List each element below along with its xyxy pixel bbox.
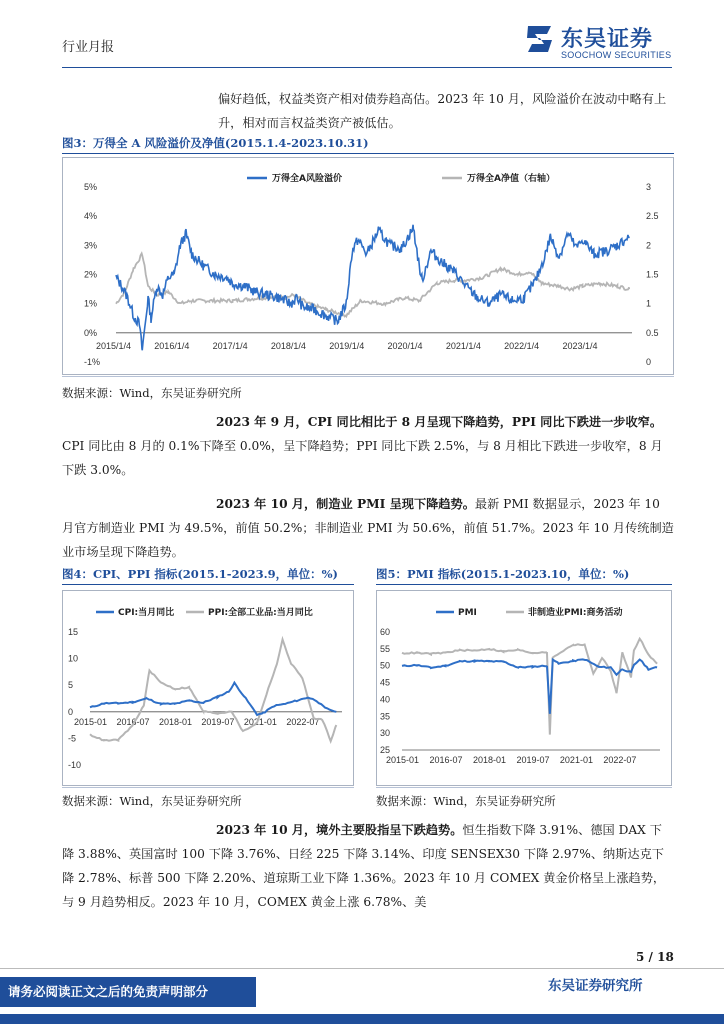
disclaimer-banner: 请务必阅读正文之后的免责声明部分	[0, 977, 256, 1007]
cpi-paragraph-lead: 2023 年 9 月，CPI 同比相比于 8 月呈现下降趋势，PPI 同比下跌进一步收窄。	[216, 415, 663, 429]
fig3-y-right-tick: 1	[646, 298, 652, 309]
fig3-x-tick: 2015/1/4	[96, 340, 132, 351]
fig5-bottom-rule	[376, 787, 672, 788]
fig5-legend-0: PMI	[458, 608, 477, 618]
fig3-y-left-tick: 2%	[84, 269, 98, 280]
fig4-frame	[63, 591, 354, 786]
brand-logo	[525, 22, 700, 62]
page-number: 5 / 18	[636, 950, 674, 964]
fig4-bottom-rule	[62, 787, 354, 788]
fig5-y-tick: 30	[380, 728, 391, 739]
footer-divider	[0, 968, 724, 969]
fig5-y-tick: 55	[380, 643, 391, 654]
fig5-title-rule	[376, 584, 672, 585]
fig3-legend-nav: 万得全A净值（右轴）	[467, 174, 555, 184]
fig4-x-tick: 2015-01	[74, 716, 108, 727]
fig3-y-left-tick: -1%	[84, 357, 101, 367]
fig4-y-tick: -5	[68, 733, 77, 744]
fig4-chart	[62, 590, 354, 786]
fig5-chart	[376, 590, 672, 786]
fig4-title: 图4：CPI、PPI 指标(2015.1-2023.9，单位：%)	[62, 567, 338, 581]
fig5-y-tick: 60	[380, 627, 391, 637]
fig4-x-tick: 2019-07	[201, 716, 235, 727]
fig3-y-left-tick: 3%	[84, 240, 98, 251]
fig5-title: 图5：PMI 指标(2015.1-2023.10，单位：%)	[376, 567, 630, 581]
fig3-x-tick: 2016/1/4	[154, 340, 190, 351]
fig5-y-tick: 40	[380, 694, 391, 705]
fig4-y-tick: 5	[68, 680, 74, 691]
fig5-source: 数据来源：Wind，东吴证券研究所	[376, 794, 556, 808]
fig3-y-left-tick: 4%	[84, 211, 98, 222]
cpi-paragraph	[62, 410, 674, 482]
fig3-x-tick: 2021/1/4	[445, 340, 481, 351]
fig4-x-tick: 2021-01	[243, 716, 277, 727]
fig3-x-tick: 2018/1/4	[270, 340, 306, 351]
fig5-x-tick: 2016-07	[429, 755, 463, 765]
fig5-y-tick: 50	[380, 660, 391, 671]
fig4-y-tick: 15	[68, 627, 79, 637]
fig3-title-rule	[62, 153, 674, 154]
fig5-x-tick: 2019-07	[516, 755, 550, 765]
fig3-source: 数据来源：Wind，东吴证券研究所	[62, 386, 242, 400]
research-institute-name: 东吴证券研究所	[548, 978, 643, 994]
fig4-x-tick: 2022-07	[286, 716, 320, 727]
fig4-legend-0: CPI:当月同比	[118, 608, 175, 618]
footer-bar	[0, 1014, 724, 1024]
fig4-source: 数据来源：Wind，东吴证券研究所	[62, 794, 242, 808]
fig4-y-tick: -10	[68, 760, 82, 770]
fig5-x-tick: 2018-01	[472, 755, 506, 765]
fig3-x-tick: 2017/1/4	[212, 340, 248, 351]
fig3-y-right-tick: 2.5	[646, 211, 659, 222]
fig3-y-right-tick: 3	[646, 182, 652, 192]
header-divider	[62, 67, 672, 68]
fig5-x-tick: 2015-01	[386, 755, 420, 765]
fig4-y-tick: 10	[68, 653, 79, 664]
fig3-x-tick: 2023/1/4	[562, 340, 598, 351]
fig5-y-tick: 35	[380, 711, 391, 722]
fig3-x-tick: 2019/1/4	[329, 340, 365, 351]
fig4-x-tick: 2016-07	[116, 716, 150, 727]
fig4-legend-1: PPI:全部工业品:当月同比	[208, 608, 313, 618]
fig5-y-tick: 45	[380, 677, 391, 688]
brand-name-cn: 东吴证券	[561, 27, 654, 52]
fig4-title-rule	[62, 584, 354, 585]
stock-paragraph-lead: 2023 年 10 月，境外主要股指呈下跌趋势。	[216, 823, 463, 837]
stock-paragraph-body: 恒生指数下降 3.91%、德国 DAX 下降 3.88%、英国富时 100 下降 3.76%、日经 225 下降 3.14%、印度 SENSEX30 下降 2.97%、纳斯达克下降 2.78%、标普 500 下降 2.20%、道琼斯工业下降 1.36%。2023 年 10 月 COMEX 黄金价格呈上涨趋势，与 9 月趋势相反。2023 年 10 月，COMEX 黄金上涨 6.78%、美	[62, 823, 666, 909]
fig5-x-tick: 2021-01	[559, 755, 593, 765]
fig3-y-right-tick: 0.5	[646, 327, 659, 338]
pmi-paragraph-lead: 2023 年 10 月，制造业 PMI 呈现下降趋势。	[216, 497, 475, 511]
fig3-y-left-tick: 1%	[84, 298, 98, 309]
intro-line-2: 升，相对而言权益类资产被低估。	[218, 116, 401, 130]
fig5-legend-1: 非制造业PMI:商务活动	[528, 608, 623, 618]
fig3-title: 图3：万得全 A 风险溢价及净值(2015.1.4-2023.10.31)	[62, 136, 369, 150]
fig3-y-right-tick: 1.5	[646, 269, 659, 280]
fig3-x-tick: 2022/1/4	[504, 340, 540, 351]
fig4-y-tick: 0	[68, 706, 74, 717]
report-type-title: 行业月报	[62, 40, 115, 55]
fig3-chart	[62, 157, 674, 375]
fig3-legend-risk-premium: 万得全A风险溢价	[272, 174, 342, 184]
pmi-paragraph-body: 最新 PMI 数据显示，2023 年 10 月官方制造业 PMI 为 49.5%，前值 50.2%；非制造业 PMI 为 50.6%，前值 51.7%。2023 年 10 月传统制造业市场呈现下降趋势。	[62, 497, 674, 559]
cpi-paragraph-body: CPI 同比由 8 月的 0.1%下降至 0.0%，呈下降趋势；PPI 同比下跌 2.5%，与 8 月相比下跌进一步收窄，8 月下跌 3.0%。	[62, 439, 663, 477]
fig3-y-left-tick: 5%	[84, 182, 98, 192]
brand-name-en: SOOCHOW SECURITIES	[561, 50, 672, 60]
intro-line-1: 偏好趋低，权益类资产相对债券趋高估。2023 年 10 月，风险溢价在波动中略有上	[218, 92, 667, 106]
fig3-y-left-tick: 0%	[84, 327, 98, 338]
fig3-y-right-tick: 0	[646, 357, 652, 367]
stock-paragraph	[62, 818, 674, 914]
fig5-y-tick: 25	[380, 745, 391, 755]
fig5-x-tick: 2022-07	[603, 755, 637, 765]
fig3-x-tick: 2020/1/4	[387, 340, 423, 351]
brand-logo-icon	[525, 22, 555, 56]
pmi-paragraph	[62, 492, 674, 564]
fig3-bottom-rule	[62, 376, 674, 377]
fig4-x-tick: 2018-01	[158, 716, 192, 727]
fig3-y-right-tick: 2	[646, 240, 652, 251]
